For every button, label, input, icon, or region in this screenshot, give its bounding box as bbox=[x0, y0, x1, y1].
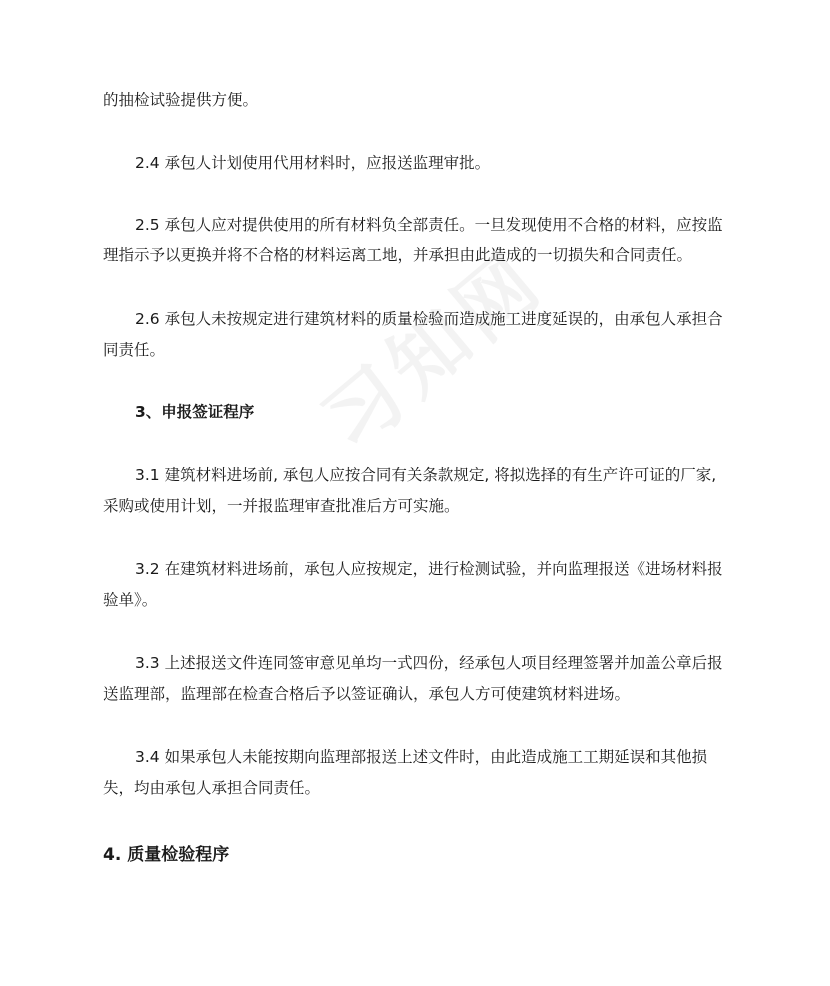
paragraph-line: 的抽检试验提供方便。 bbox=[103, 91, 259, 109]
clause-3-2-line-2: 验单》。 bbox=[103, 591, 158, 609]
clause-2-5-line-2: 理指示予以更换并将不合格的材料运离工地，并承担由此造成的一切损失和合同责任。 bbox=[103, 246, 693, 264]
section-4-heading: 4. 质量检验程序 bbox=[103, 845, 230, 865]
clause-3-2-line-1: 3.2 在建筑材料进场前，承包人应按规定，进行检测试验，并向监理报送《进场材料报 bbox=[135, 560, 723, 578]
section-3-heading: 3、申报签证程序 bbox=[135, 403, 255, 421]
clause-2-4: 2.4 承包人计划使用代用材料时，应报送监理审批。 bbox=[135, 154, 491, 172]
clause-2-5-line-1: 2.5 承包人应对提供使用的所有材料负全部责任。一旦发现使用不合格的材料，应按监 bbox=[135, 216, 723, 234]
clause-3-3-line-2: 送监理部，监理部在检查合格后予以签证确认，承包人方可使建筑材料进场。 bbox=[103, 685, 631, 703]
clause-3-4-line-1: 3.4 如果承包人未能按期向监理部报送上述文件时，由此造成施工工期延误和其他损 bbox=[135, 748, 708, 766]
clause-3-4-line-2: 失，均由承包人承担合同责任。 bbox=[103, 779, 321, 797]
clause-3-1-line-2: 采购或使用计划，一并报监理审查批准后方可实施。 bbox=[103, 497, 460, 515]
clause-3-3-line-1: 3.3 上述报送文件连同签审意见单均一式四份，经承包人项目经理签署并加盖公章后报 bbox=[135, 654, 723, 672]
clause-3-1-line-1: 3.1 建筑材料进场前, 承包人应按合同有关条款规定, 将拟选择的有生产许可证的厂家, bbox=[135, 466, 717, 484]
clause-2-6-line-2: 同责任。 bbox=[103, 341, 166, 359]
clause-2-6-line-1: 2.6 承包人未按规定进行建筑材料的质量检验而造成施工进度延误的，由承包人承担合 bbox=[135, 310, 723, 328]
